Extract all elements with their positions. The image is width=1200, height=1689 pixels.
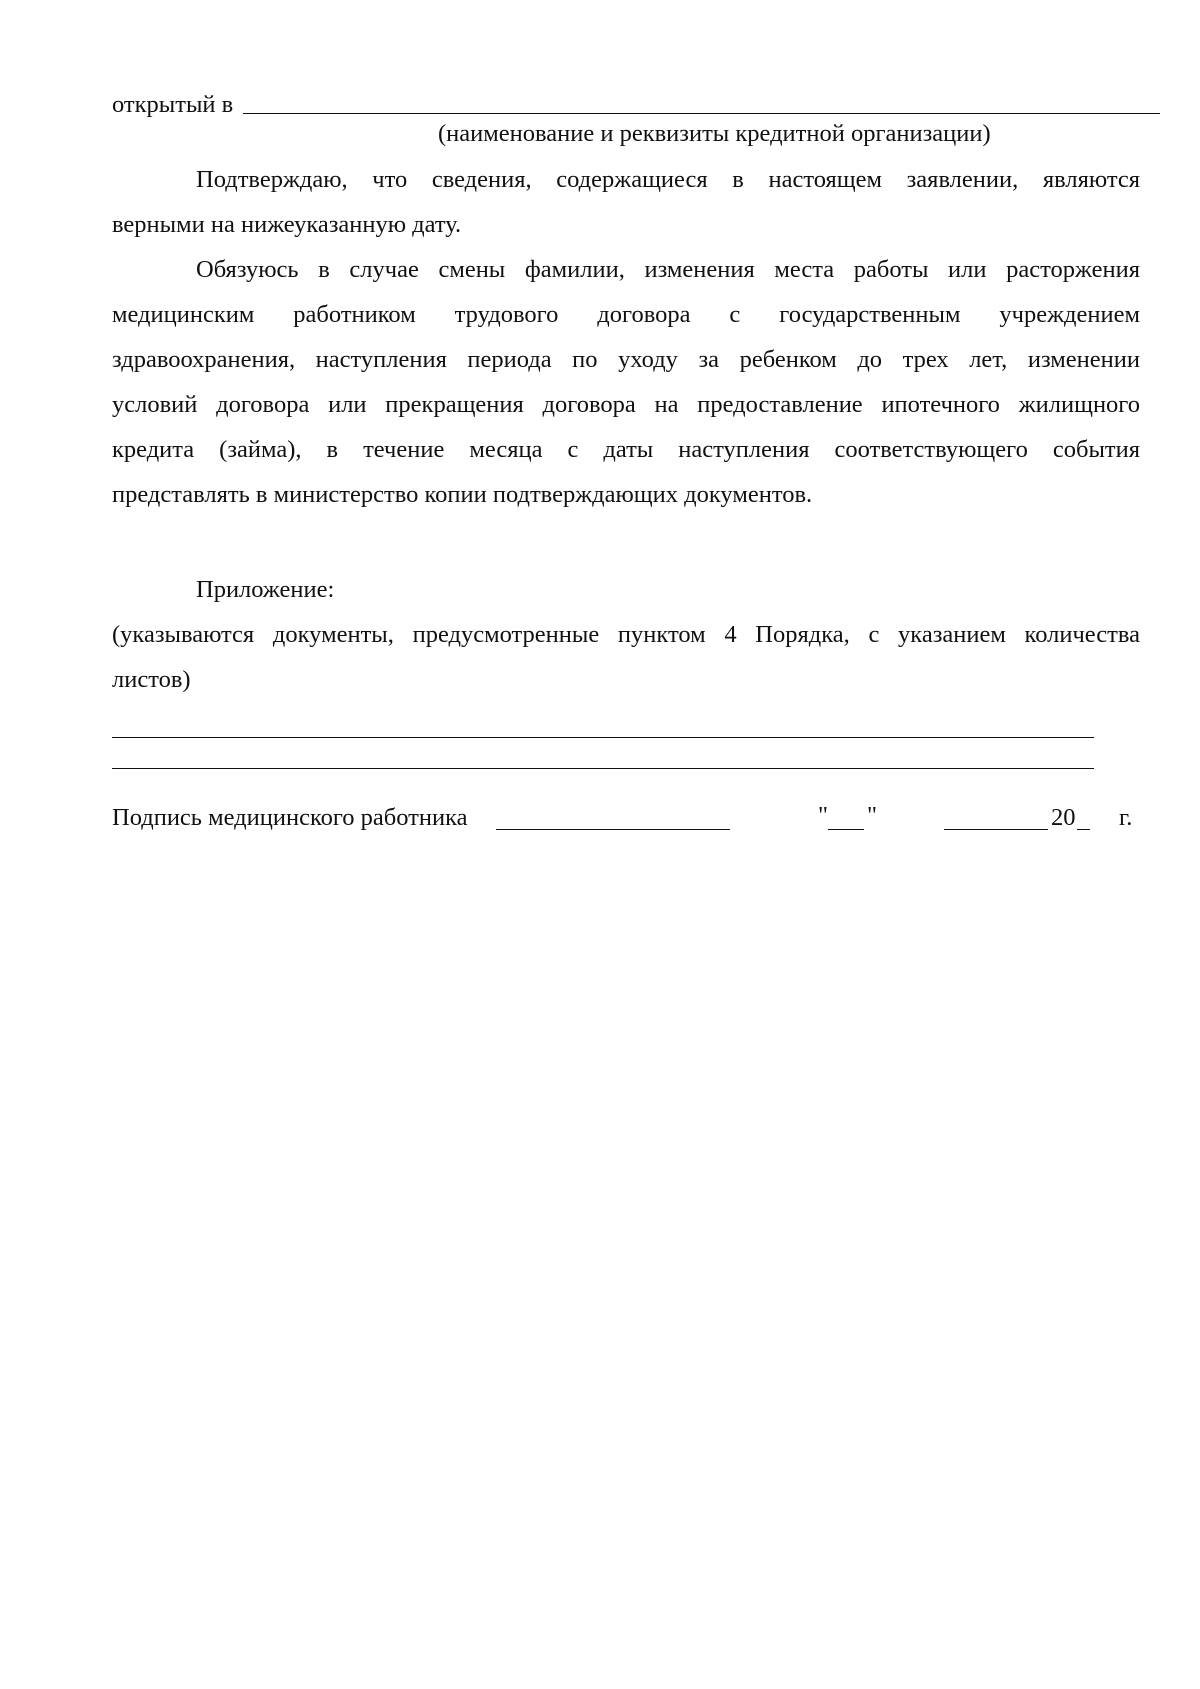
obligation-line-2: медицинским работником трудового договора с государственным учреждением	[112, 301, 1140, 328]
signature-label: Подпись медицинского работника	[112, 804, 468, 831]
attachment-blank-line-1	[112, 737, 1094, 738]
date-year-suffix: г.	[1119, 804, 1133, 831]
date-year-field-line	[1077, 829, 1090, 830]
bank-caption: (наименование и реквизиты кредитной организации)	[438, 120, 991, 147]
obligation-line-1: Обязуюсь в случае смены фамилии, изменения места работы или расторжения	[196, 256, 1140, 283]
obligation-line-5: кредита (займа), в течение месяца с даты наступления соответствующего события	[112, 436, 1140, 463]
date-year-prefix: 20	[1051, 804, 1076, 831]
date-day-quote-close: "	[867, 802, 878, 829]
attachment-note-line-2: листов)	[112, 666, 191, 693]
date-day-field-line	[828, 829, 864, 830]
bank-name-field-line	[243, 113, 1160, 114]
confirm-paragraph-line-2: верными на нижеуказанную дату.	[112, 211, 462, 238]
opened-in-label: открытый в	[112, 91, 234, 118]
attachment-blank-line-2	[112, 768, 1094, 769]
attachment-heading: Приложение:	[196, 576, 335, 603]
attachment-note-line-1: (указываются документы, предусмотренные пунктом 4 Порядка, с указанием количества	[112, 621, 1140, 648]
confirm-paragraph-line-1: Подтверждаю, что сведения, содержащиеся в настоящем заявлении, являются	[196, 166, 1140, 193]
date-month-field-line	[944, 829, 1048, 830]
signature-field-line	[496, 829, 730, 830]
obligation-line-4: условий договора или прекращения договора на предоставление ипотечного жилищного	[112, 391, 1140, 418]
obligation-line-6: представлять в министерство копии подтверждающих документов.	[112, 481, 813, 508]
date-day-quote-open: "	[818, 802, 829, 829]
obligation-line-3: здравоохранения, наступления периода по уходу за ребенком до трех лет, изменении	[112, 346, 1140, 373]
